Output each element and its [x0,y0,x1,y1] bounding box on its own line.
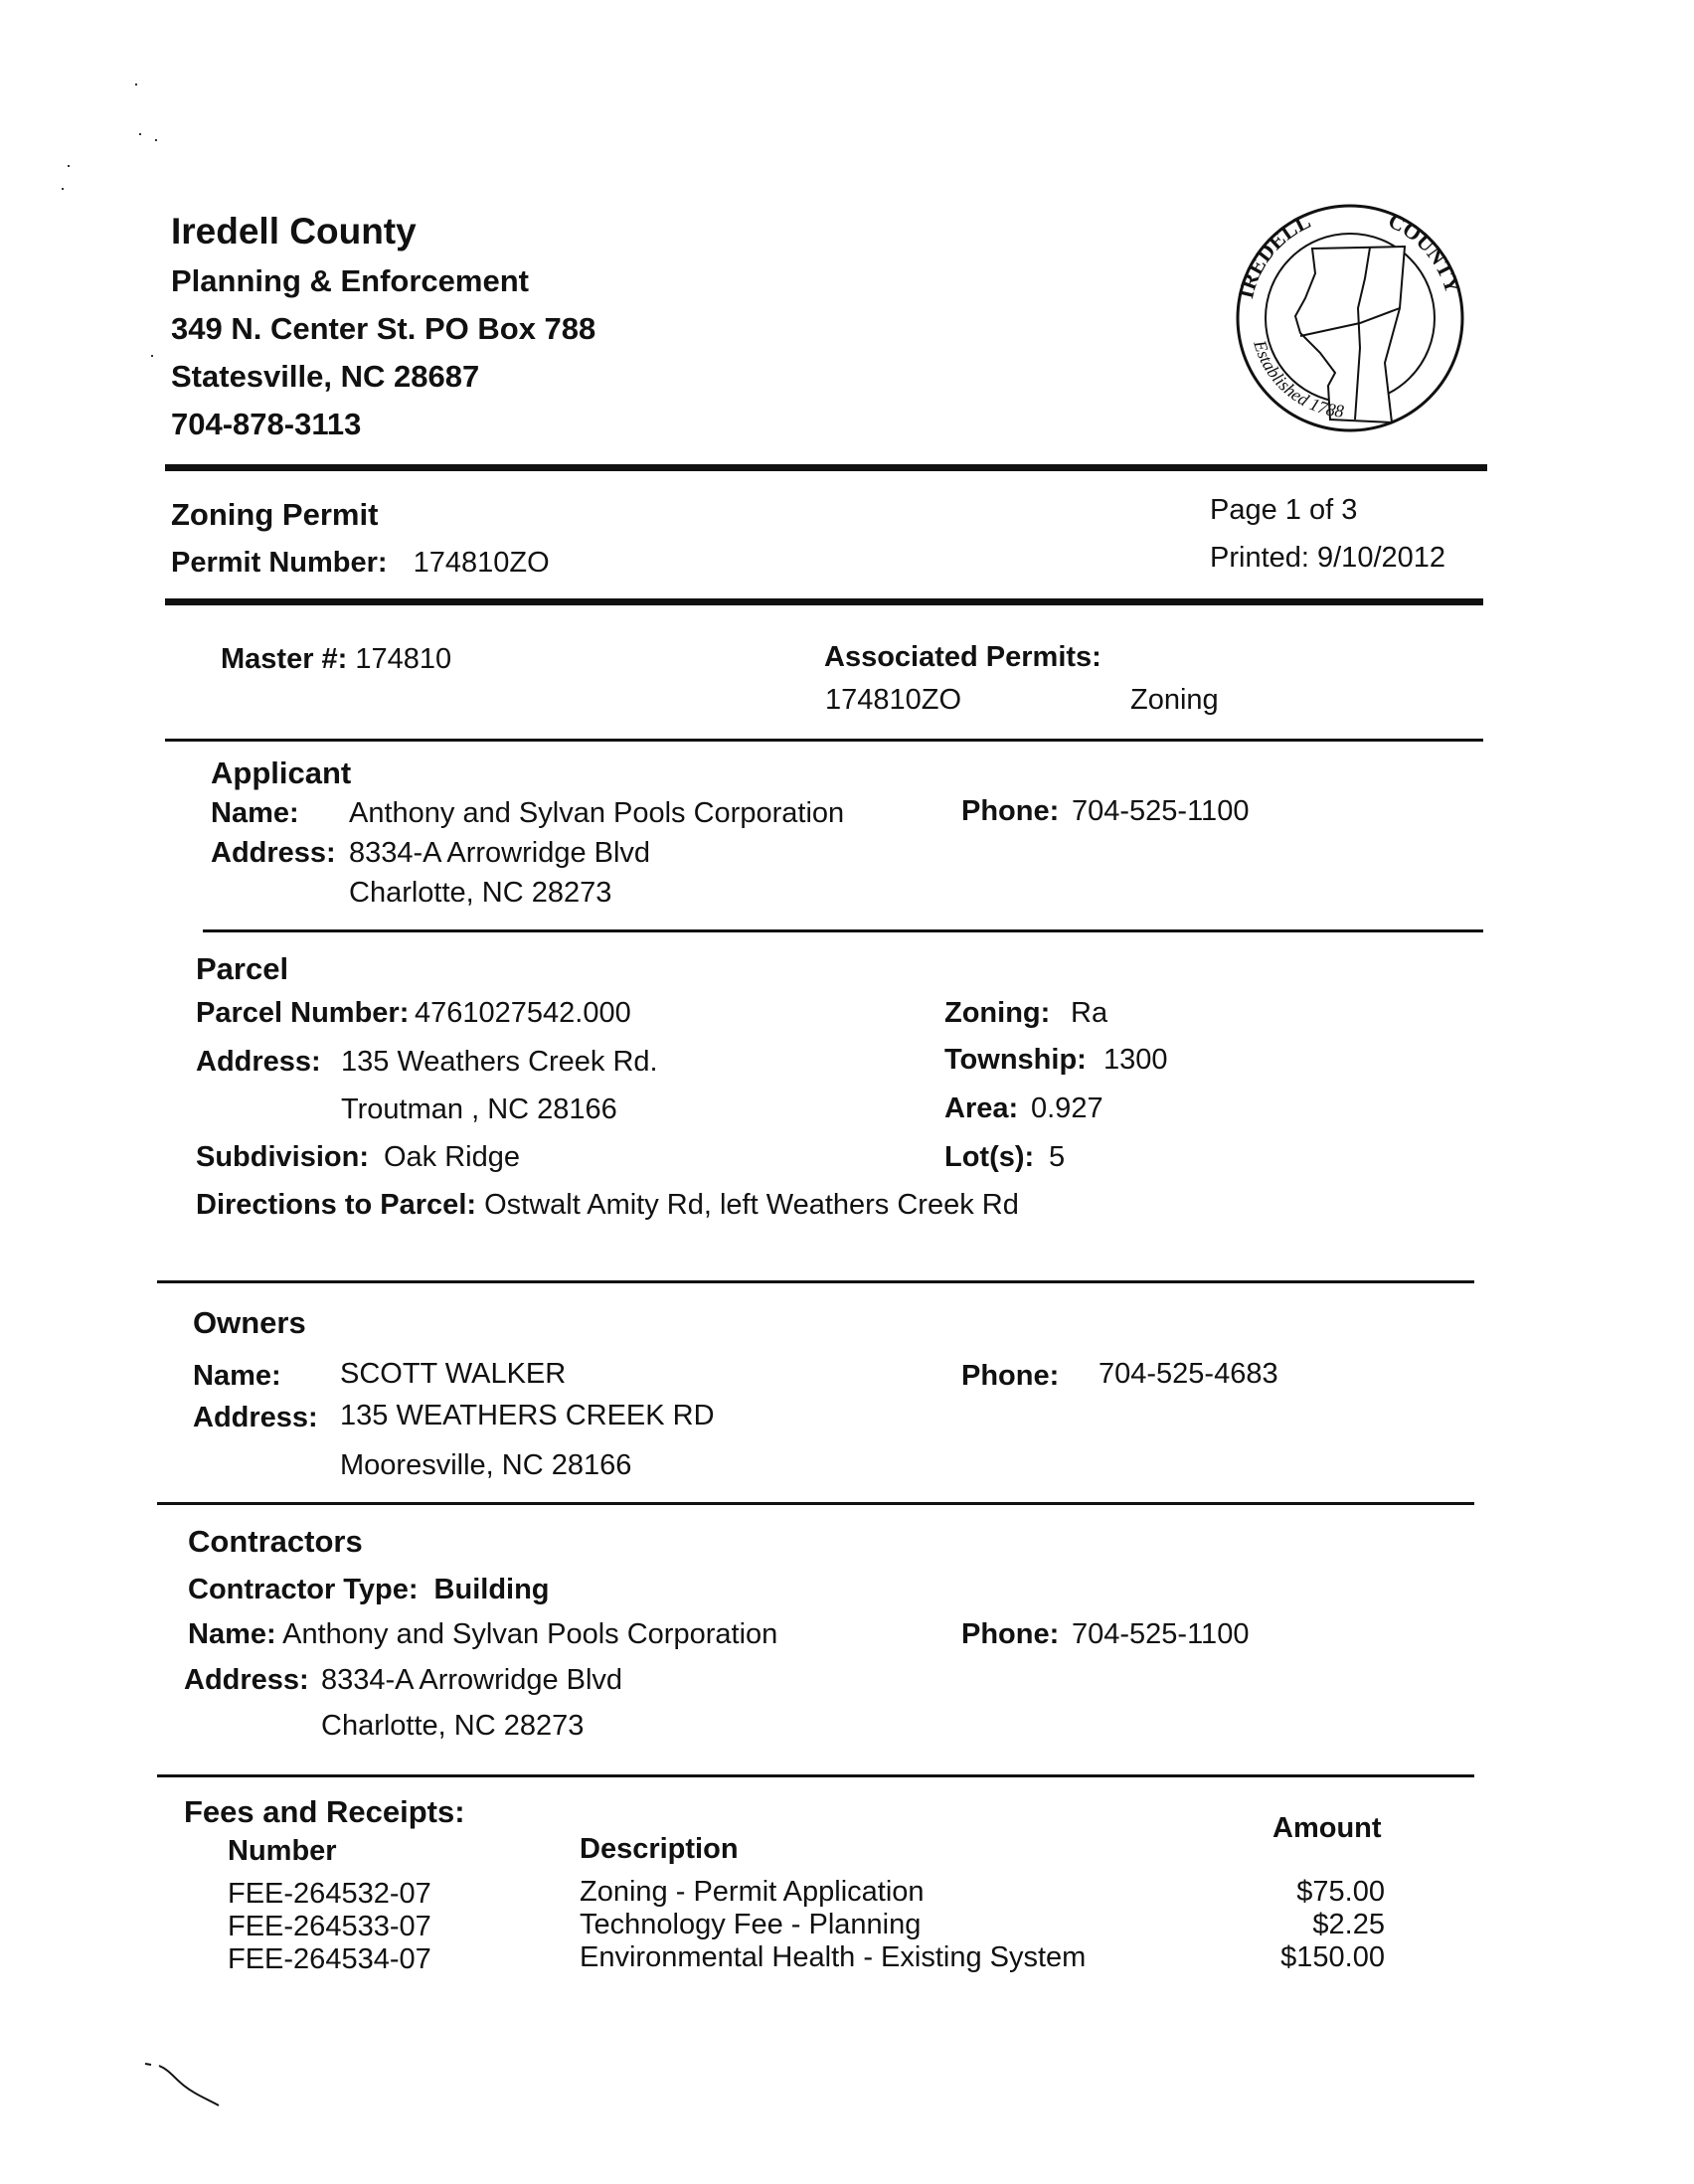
zoning-value: Ra [1071,997,1108,1029]
associated-permit-type: Zoning [1130,684,1219,716]
permit-number: 174810ZO [413,547,550,579]
associated-permits-label: Associated Permits: [824,641,1101,673]
contractor-name: Anthony and Sylvan Pools Corporation [282,1618,778,1650]
svg-text:COUNTY: COUNTY [1384,207,1466,296]
applicant-name: Anthony and Sylvan Pools Corporation [349,797,845,829]
contractor-type-label: Contractor Type: [188,1574,419,1605]
county-seal-icon [1221,199,1479,437]
fee-description: Zoning - Permit Application [580,1876,925,1908]
applicant-phone: 704-525-1100 [1072,795,1250,827]
parcel-number: 4761027542.000 [415,997,631,1029]
owner-name-label: Name: [193,1360,281,1392]
scan-speck [135,84,137,85]
printed-date: Printed: 9/10/2012 [1210,542,1446,574]
township-label: Township: [944,1044,1087,1076]
contractor-type-value: Building [433,1574,550,1605]
section-divider [203,929,1483,932]
scan-speck [62,188,64,190]
applicant-name-label: Name: [211,797,299,829]
fee-amount: $2.25 [1312,1909,1385,1940]
permit-title: Zoning Permit [171,497,379,532]
section-divider [157,1280,1474,1283]
fee-amount: $75.00 [1296,1876,1385,1908]
contractor-name-label: Name: [188,1618,276,1650]
permit-number-row [171,547,550,580]
master-number: 174810 [355,643,452,675]
applicant-heading: Applicant [211,756,352,790]
fee-description: Environmental Health - Existing System [580,1941,1087,1973]
scan-speck [68,165,70,167]
fee-number: FEE-264533-07 [228,1911,431,1942]
directions-label: Directions to Parcel: [196,1189,477,1221]
parcel-heading: Parcel [196,951,289,986]
section-divider [165,739,1483,742]
scan-speck [151,355,153,357]
owner-address-line1: 135 WEATHERS CREEK RD [340,1400,715,1431]
org-name: Iredell County [171,211,417,252]
org-address: 349 N. Center St. PO Box 788 [171,311,596,346]
subdivision-label: Subdivision: [196,1141,369,1173]
fees-column-description: Description [580,1833,739,1865]
fee-number: FEE-264532-07 [228,1878,431,1910]
township-value: 1300 [1103,1044,1168,1076]
area-label: Area: [944,1092,1019,1124]
fees-column-amount: Amount [1272,1812,1382,1844]
applicant-address-line1: 8334-A Arrowridge Blvd [349,837,651,869]
parcel-number-label: Parcel Number: [196,997,410,1029]
fees-column-number: Number [228,1835,337,1867]
fee-amount: $150.00 [1280,1941,1385,1973]
section-divider [157,1502,1474,1505]
lots-value: 5 [1049,1141,1066,1173]
org-city: Statesville, NC 28687 [171,359,480,394]
lots-label: Lot(s): [944,1141,1035,1173]
contractor-phone: 704-525-1100 [1072,1618,1250,1650]
contractor-name-row [188,1618,777,1651]
parcel-address-label: Address: [196,1046,321,1078]
svg-text:IREDELL: IREDELL [1233,208,1315,301]
org-department: Planning & Enforcement [171,263,529,298]
owner-address-label: Address: [193,1402,318,1433]
permit-divider [165,598,1483,605]
master-label: Master #: [221,643,348,675]
owner-phone-label: Phone: [961,1360,1060,1392]
page-indicator: Page 1 of 3 [1210,494,1358,526]
permit-number-label: Permit Number: [171,547,388,579]
owners-heading: Owners [193,1305,306,1340]
contractors-heading: Contractors [188,1524,363,1559]
area-value: 0.927 [1031,1092,1103,1124]
contractor-phone-label: Phone: [961,1618,1060,1650]
fee-number: FEE-264534-07 [228,1943,431,1975]
svg-text:Established 1788: Established 1788 [1250,337,1345,421]
subdivision-value: Oak Ridge [384,1141,521,1173]
owner-phone: 704-525-4683 [1099,1358,1278,1390]
scan-speck [155,139,157,141]
directions-row [196,1189,1019,1222]
org-phone: 704-878-3113 [171,407,362,441]
parcel-address-line2: Troutman , NC 28166 [341,1093,617,1125]
fee-description: Technology Fee - Planning [580,1909,922,1940]
applicant-phone-label: Phone: [961,795,1060,827]
owner-name: SCOTT WALKER [340,1358,567,1390]
contractor-address-label: Address: [184,1664,309,1696]
master-row [221,643,451,676]
scan-speck [139,133,141,135]
associated-permit-number: 174810ZO [825,684,962,716]
fees-heading: Fees and Receipts: [184,1794,465,1829]
parcel-address-line1: 135 Weathers Creek Rd. [341,1046,658,1078]
contractor-type-row [188,1574,550,1606]
owner-address-line2: Mooresville, NC 28166 [340,1449,632,1481]
applicant-address-label: Address: [211,837,336,869]
applicant-address-line2: Charlotte, NC 28273 [349,877,612,909]
header-divider [165,464,1487,471]
contractor-address-line1: 8334-A Arrowridge Blvd [321,1664,623,1696]
pen-mark [139,2058,258,2117]
zoning-label: Zoning: [944,997,1051,1029]
section-divider [157,1774,1474,1777]
directions-value: Ostwalt Amity Rd, left Weathers Creek Rd [484,1189,1019,1221]
contractor-address-line2: Charlotte, NC 28273 [321,1710,585,1742]
